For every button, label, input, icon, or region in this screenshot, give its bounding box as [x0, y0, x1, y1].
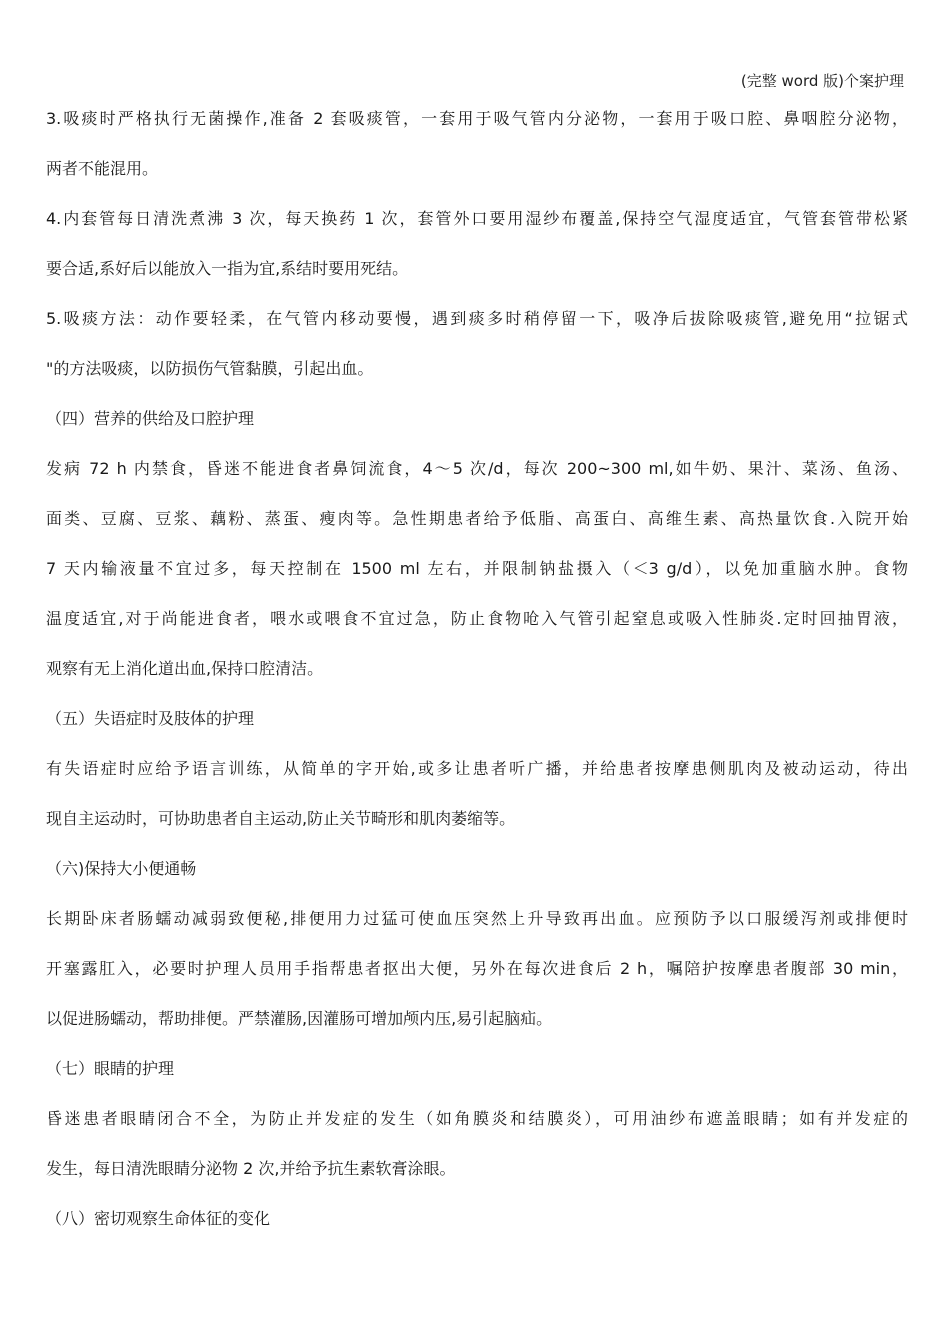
body-line: 5.吸痰方法：动作要轻柔，在气管内移动要慢，遇到痰多时稍停留一下，吸净后拔除吸痰管,避免用“拉锯式	[46, 309, 908, 328]
section-heading: （五）失语症时及肢体的护理	[46, 709, 255, 728]
document-body	[46, 94, 908, 1244]
body-line: 长期卧床者肠蠕动减弱致便秘,排便用力过猛可使血压突然上升导致再出血。应预防予以口服缓泻剂或排便时	[46, 909, 908, 928]
section-heading: （七）眼睛的护理	[46, 1059, 175, 1078]
body-line: 要合适,系好后以能放入一指为宜,系结时要用死结。	[46, 259, 409, 278]
body-line: 发生，每日清洗眼睛分泌物 2 次,并给予抗生素软膏涂眼。	[46, 1159, 456, 1178]
body-line: 7 天内输液量不宜过多，每天控制在 1500 ml 左右，并限制钠盐摄入（＜3 g/d），以免加重脑水肿。食物	[46, 559, 908, 578]
section-heading: （四）营养的供给及口腔护理	[46, 409, 255, 428]
body-line: 有失语症时应给予语言训练，从简单的字开始,或多让患者听广播，并给患者按摩患侧肌肉及被动运动，待出	[46, 759, 908, 778]
running-header: (完整 word 版)个案护理	[740, 72, 904, 90]
body-line: 温度适宜,对于尚能进食者，喂水或喂食不宜过急，防止食物呛入气管引起窒息或吸入性肺炎.定时回抽胃液，	[46, 609, 908, 628]
section-heading: （八）密切观察生命体征的变化	[46, 1209, 271, 1228]
body-line: 昏迷患者眼睛闭合不全，为防止并发症的发生（如角膜炎和结膜炎），可用油纱布遮盖眼睛；如有并发症的	[46, 1109, 908, 1128]
section-heading: （六)保持大小便通畅	[46, 859, 197, 878]
body-line: 4.内套管每日清洗煮沸 3 次，每天换药 1 次，套管外口要用湿纱布覆盖,保持空气湿度适宜，气管套管带松紧	[46, 209, 908, 228]
body-line: 两者不能混用。	[46, 159, 159, 178]
body-line: 发病 72 h 内禁食，昏迷不能进食者鼻饲流食，4～5 次/d，每次 200~300 ml,如牛奶、果汁、菜汤、鱼汤、	[46, 459, 908, 478]
body-line: 3.吸痰时严格执行无菌操作,准备 2 套吸痰管，一套用于吸气管内分泌物，一套用于吸口腔、鼻咽腔分泌物，	[46, 109, 908, 128]
body-line: 以促进肠蠕动，帮助排便。严禁灌肠,因灌肠可增加颅内压,易引起脑疝。	[46, 1009, 553, 1028]
body-line: 开塞露肛入，必要时护理人员用手指帮患者抠出大便，另外在每次进食后 2 h，嘱陪护按摩患者腹部 30 min，	[46, 959, 908, 978]
body-line: 观察有无上消化道出血,保持口腔清洁。	[46, 659, 324, 678]
body-line: "的方法吸痰，以防损伤气管黏膜，引起出血。	[46, 359, 374, 378]
body-line: 现自主运动时，可协助患者自主运动,防止关节畸形和肌肉萎缩等。	[46, 809, 516, 828]
body-line: 面类、豆腐、豆浆、藕粉、蒸蛋、瘦肉等。急性期患者给予低脂、高蛋白、高维生素、高热量饮食.入院开始	[46, 509, 908, 528]
